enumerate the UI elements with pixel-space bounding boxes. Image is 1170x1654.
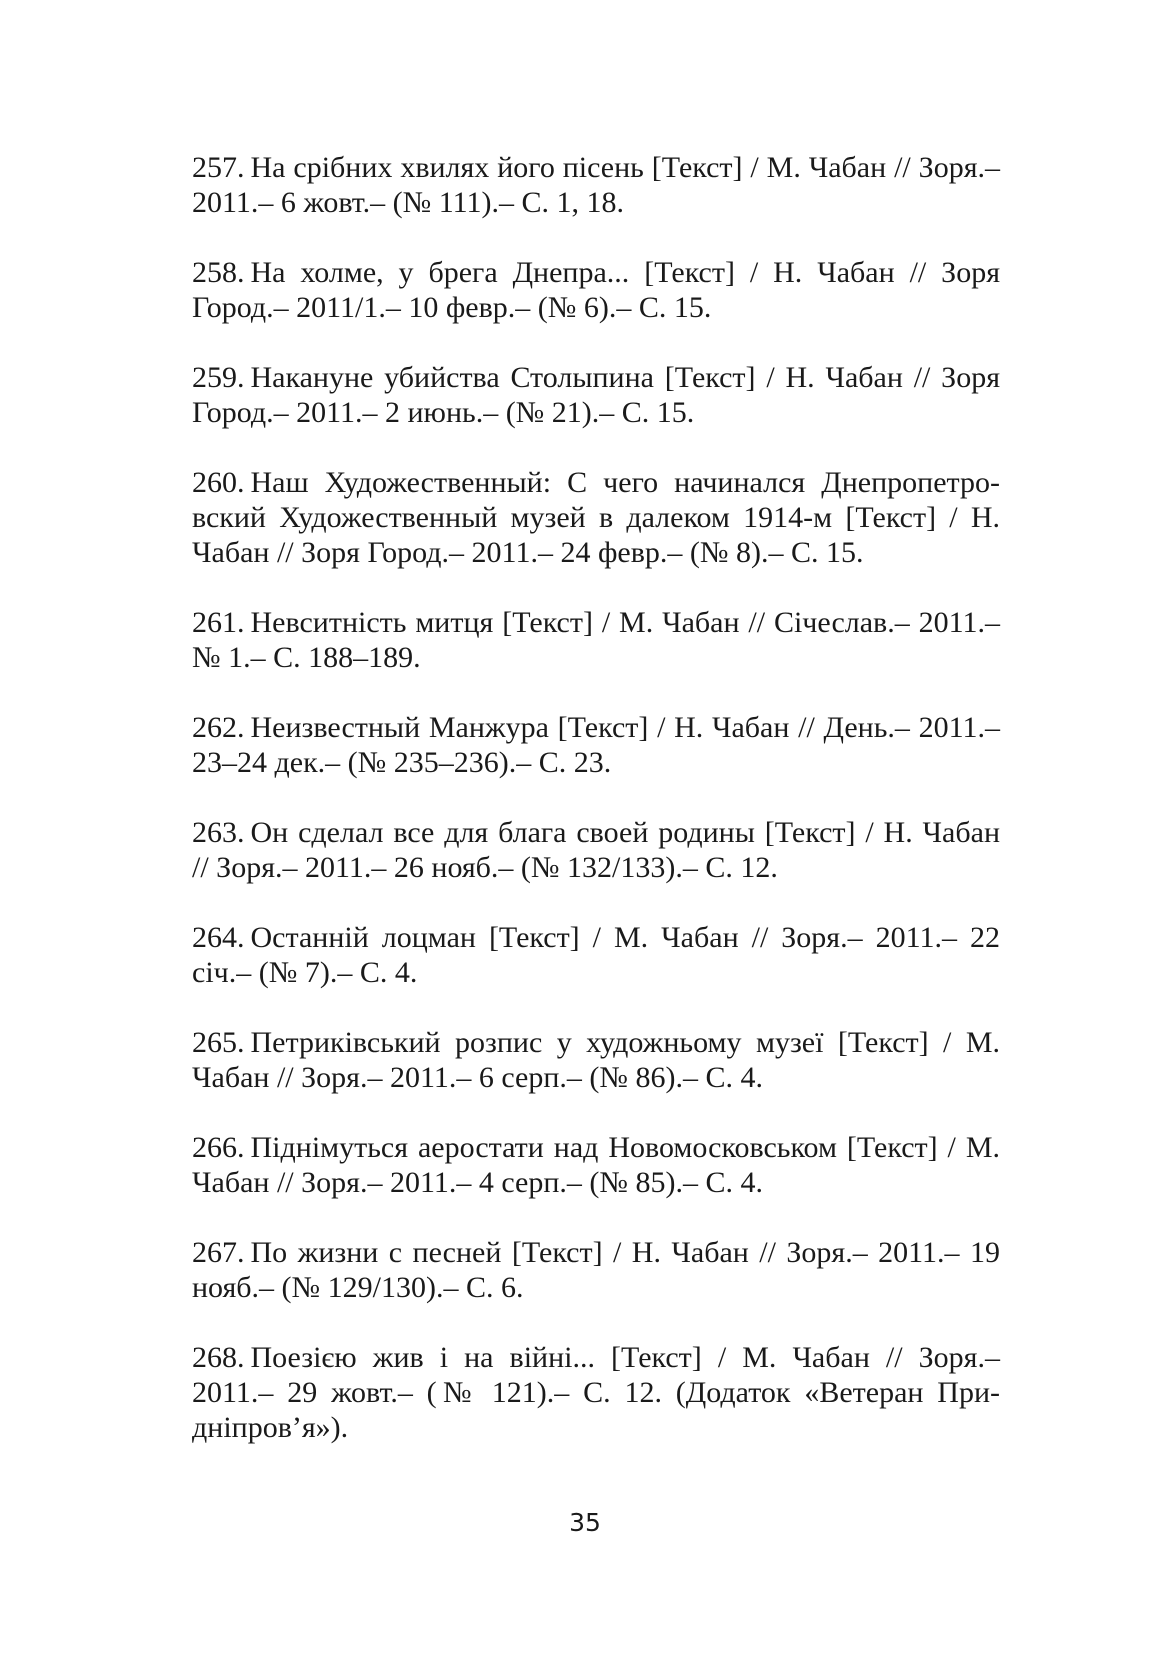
bibliography-entry [192, 465, 1000, 570]
entry-number: 259. [192, 361, 245, 394]
entry-number: 261. [192, 606, 245, 639]
entry-text: Неизвестный Манжура [Текст] / Н. Чабан // День.– 2011.– 23–24 дек.– (№ 235–236).– С. 23. [192, 711, 1000, 779]
bibliography-entry [192, 1130, 1000, 1200]
entry-text: Останній лоцман [Текст] / М. Чабан // Зоря.– 2011.– 22 січ.– (№ 7).– С. 4. [192, 921, 1000, 989]
entry-number: 260. [192, 466, 245, 499]
entry-number: 263. [192, 816, 245, 849]
bibliography-entry [192, 710, 1000, 780]
bibliography-entry [192, 360, 1000, 430]
entry-text: Петриківський розпис у художньому музеї [Текст] / М. Чабан // Зоря.– 2011.– 6 серп.– (№ 86).– С. 4. [192, 1026, 1000, 1094]
entry-number: 267. [192, 1236, 245, 1269]
entry-text: Поезією жив і на війні... [Текст] / М. Чабан // Зоря.– 2011.– 29 жовт.– (№ 121).– С. 12. (Додаток «Ветеран Придніпров’я»). [192, 1341, 1000, 1444]
bibliography-entry [192, 150, 1000, 220]
entry-number: 268. [192, 1341, 245, 1374]
page-number: 35 [569, 1508, 601, 1537]
entry-text: Невситність митця [Текст] / М. Чабан // Січеслав.– 2011.– № 1.– С. 188–189. [192, 606, 1000, 674]
entry-number: 262. [192, 711, 245, 744]
entry-text: Піднімуться аеростати над Новомосковськом [Текст] / М. Чабан // Зоря.– 2011.– 4 серп.– (№ 85).– С. 4. [192, 1131, 1000, 1199]
entry-text: Накануне убийства Столыпина [Текст] / Н. Чабан // Зоря Город.– 2011.– 2 июнь.– (№ 21).– С. 15. [192, 361, 1000, 429]
bibliography-entry [192, 255, 1000, 325]
entry-number: 258. [192, 256, 245, 289]
bibliography-entry [192, 920, 1000, 990]
entry-number: 264. [192, 921, 245, 954]
bibliography-entry [192, 1025, 1000, 1095]
bibliography-list [192, 150, 1000, 1480]
entry-text: По жизни с песней [Текст] / Н. Чабан // Зоря.– 2011.– 19 нояб.– (№ 129/130).– С. 6. [192, 1236, 1000, 1304]
bibliography-entry [192, 815, 1000, 885]
bibliography-entry [192, 1235, 1000, 1305]
entry-number: 265. [192, 1026, 245, 1059]
entry-number: 266. [192, 1131, 245, 1164]
bibliography-entry [192, 1340, 1000, 1445]
entry-number: 257. [192, 151, 245, 184]
entry-text: Наш Художественный: С чего начинался Днепропетровский Художественный музей в далеком 1914-м [Текст] / Н. Чабан // Зоря Город.– 2011.– 24 февр.– (№ 8).– С. 15. [192, 466, 1000, 569]
entry-text: На холме, у брега Днепра... [Текст] / Н. Чабан // Зоря Город.– 2011/1.– 10 февр.– (№ 6).– С. 15. [192, 256, 1000, 324]
bibliography-entry [192, 605, 1000, 675]
entry-text: На срібних хвилях його пісень [Текст] / М. Чабан // Зоря.– 2011.– 6 жовт.– (№ 111).– С. 1, 18. [192, 151, 1000, 219]
entry-text: Он сделал все для блага своей родины [Текст] / Н. Чабан // Зоря.– 2011.– 26 нояб.– (№ 132/133).– С. 12. [192, 816, 1000, 884]
